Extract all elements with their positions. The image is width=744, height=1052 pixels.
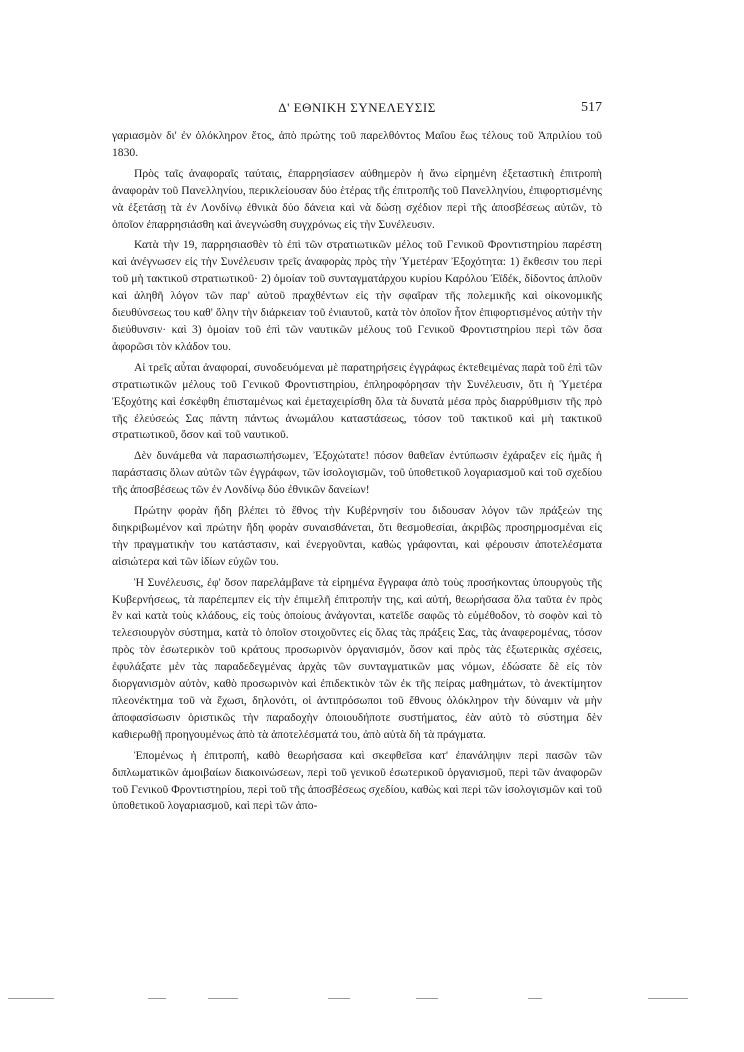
paragraph: Πρώτην φορὰν ἤδη βλέπει τὸ ἔθνος τὴν Κυβέρνησίν του διδουσαν λόγον τῶν πράξεών της διηκριβωμένον καὶ πρώτην ἤδη φορὰν συναισθάνεται, ὅτι θεσμοθεσίαι, ἀκριβῶς προσηρμοσμέναι εἰς τὴν πραγματικὴν του κατάστασιν, καὶ ἐνεργοῦνται, καθὼς γράφονται, καὶ φέρουσιν ἀποτελέσματα αἰσιώτερα καὶ τῶν ἰδίων εὐχῶν του. — [112, 504, 602, 568]
scan-artifact-marks — [8, 998, 728, 1002]
paragraph: Ἑπομένως ἡ ἐπιτροπή, καθὸ θεωρήσασα καὶ σκεφθεῖσα κατ' ἐπανάληψιν περὶ πασῶν τῶν διπλωματικῶν ἀμοιβαίων διακοινώσεων, περὶ τοῦ γενικοῦ ἐσωτερικοῦ ὀργανισμοῦ, περὶ τῶν ἀναφορῶν τοῦ Γενικοῦ Φροντιστηρίου, περὶ τοῦ τῆς ἀποσβέσεως σχεδίου, καθὼς καὶ περὶ τῶν ἰσολογισμῶν καὶ τοῦ ὑποθετικοῦ λογαριασμοῦ, καὶ περὶ τῶν ἀπο- — [112, 748, 602, 813]
running-head: Δ' ΕΘΝΙΚΗ ΣΥΝΕΛΕΥΣΙΣ — [278, 100, 436, 115]
paragraph: Κατὰ τὴν 19, παρρησιασθὲν τὸ ἐπὶ τῶν στρατιωτικῶν μέλος τοῦ Γενικοῦ Φροντιστηρίου παρέστη καὶ ἀνέγνωσεν εἰς τὴν Συνέλευσιν τρεῖς ἀναφορὰς πρὸς τὴν Ὑμετέραν Ἐξοχότητα: 1) ἔκθεσιν του περὶ τοῦ μὴ τακτικοῦ στρατιωτικοῦ· 2) ὁμοίαν τοῦ συνταγματάρχου κυρίου Καρόλου Ἐϊδέκ, δίδοντος ἁπλοῦν καὶ ἀληθῆ λόγον τῶν παρ' αὐτοῦ πραχθέντων εἰς τὴν σφαῖραν τῆς πολεμικῆς καὶ οἰκονομικῆς διευθύνσεως του καθ' ὅλην τὴν διάρκειαν τοῦ ἐνιαυτοῦ, κατὰ τὸν ὁποῖον ἦτον ἐπιφορτισμένος αὐτὴν τὴν διεύθυνσιν· καὶ 3) ὁμοίαν τοῦ ἐπὶ τῶν ναυτικῶν μέλους τοῦ Γενικοῦ Φροντιστηρίου περὶ τῶν ὅσα ἀφορῶσι τὸν κλάδον του. — [112, 238, 602, 353]
paragraph: Πρὸς ταῖς ἀναφοραῖς ταύταις, ἐπαρρησίασεν αὐθημερὸν ἡ ἄνω εἰρημένη ἐξεταστικὴ ἐπιτροπὴ ἀναφορὰν τοῦ Πανελληνίου, περικλείουσαν δύο ἑτέρας τῆς ἐπιτροπῆς τοῦ Πανελληνίου, ἐπιφορτισμένης νὰ ἐξετάσῃ τὰ ἐν Λονδίνῳ ἐθνικὰ δύο δάνεια καὶ νὰ δώσῃ σχέδιον περὶ τῆς ἀποσβέσεως αὐτῶν, τὸ ὁποῖον ἐπαρρησιάσθη καὶ ἀνεγνώσθη συγχρόνως εἰς τὴν Συνέλευσιν. — [112, 166, 602, 231]
paragraph: Ἡ Συνέλευσις, ἐφ' ὅσον παρελάμβανε τὰ εἰρημένα ἔγγραφα ἀπὸ τοὺς προσήκοντας ὑπουργοὺς τῆς Κυβερνήσεως, τὰ παρέπεμπεν εἰς τὴν ἐπιμελῆ ἐπιτροπήν της, καὶ αὐτή, θεωρήσασα ὅλα ταῦτα ἐν πρὸς ἓν καὶ κατὰ τοὺς κλάδους, εἰς τοὺς ὁποίους ἀνάγονται, κατεῖδε σαφῶς τὸ εὐμέθοδον, τὸ σοφὸν καὶ τὸ τελεσιουργὸν σύστημα, κατὰ τὸ ὁποῖον στοιχοῦντες εἰς ὅλας τὰς πράξεις Σας, τὰς ἀναφερομένας, τόσον πρὸς τὸν ἐσωτερικὸν τοῦ κράτους προσωρινὸν ὀργανισμόν, ὅσον καὶ πρὸς τὰς ἐξωτερικὰς σχέσεις, ἐφυλάξατε μὲν τὰς παραδεδεγμένας ἀρχὰς τῶν συνταγματικῶν μας νόμων, ἐδώσατε δὲ εἰς τὸν διοργανισμὸν αὐτὸν, καθὸ προσωρινὸν καὶ ἐπιδεκτικὸν τῶν ἐκ τῆς πείρας μαθημάτων, τὸ ἀνεκτίμητον πλεονέκτημα τοῦ νὰ ἔχωσι, δηλονότι, οἱ ἀντιπρόσωποι τοῦ ἔθνους ὁλόκληρον τὴν δύναμιν νὰ μὴν ἀποφασίσωσιν ὁριστικῶς τὴν παραδοχὴν ὁποιουδήποτε συστήματος, ἐὰν αὐτὸ τὸ σύστημα δὲν καθιερωθῇ προηγουμένως ἀπὸ τὰ ἀποτελέσματά του, ἀπὸ αὐτὰ δὴ τὰ πράγματα. — [112, 575, 602, 741]
body-text — [112, 128, 602, 819]
page-header — [112, 100, 602, 120]
paragraph: Αἱ τρεῖς αὗται ἀναφοραί, συνοδευόμεναι μὲ παρατηρήσεις ἐγγράφως ἐκτεθειμένας παρὰ τοῦ ἐπὶ τῶν στρατιωτικῶν μέλους τοῦ Γενικοῦ Φροντιστηρίου, ἐπληροφόρησαν τὴν Συνέλευσιν, ὅτι ἡ Ὑμετέρα Ἐξοχότης καὶ ἐσκέφθη ἐπισταμένως καὶ ἐμεταχειρίσθη ὅλα τὰ δυνατὰ μέσα πρὸς διαρρύθμισιν τῆς πρὸ τῆς ἐλεύσεώς Σας πάντη πάντως ἀνωμάλου καταστάσεως, τόσον τοῦ τακτικοῦ καὶ μὴ τακτικοῦ στρατιωτικοῦ, ὅσον καὶ τοῦ ναυτικοῦ. — [112, 360, 602, 442]
paragraph-continuation: γαριασμὸν δι' ἐν ὁλόκληρον ἔτος, ἀπὸ πρώτης τοῦ παρελθόντος Μαΐου ἕως τέλους τοῦ Ἀπριλίου τοῦ 1830. — [112, 129, 602, 159]
paragraph: Δὲν δυνάμεθα νὰ παρασιωπήσωμεν, Ἐξοχώτατε! πόσον θαθεῖαν ἐντύπωσιν ἐχάραξεν εἰς ἡμᾶς ἡ παράστασις ὅλων αὐτῶν τῶν ἐγγράφων, τῶν ἰσολογισμῶν, τοῦ ὑποθετικοῦ λογαριασμοῦ καὶ τοῦ σχεδίου τῆς ἀποσβέσεως τῶν ἐν Λονδίνῳ δύο ἐθνικῶν δανείων! — [112, 449, 602, 497]
page-number: 517 — [581, 100, 602, 115]
